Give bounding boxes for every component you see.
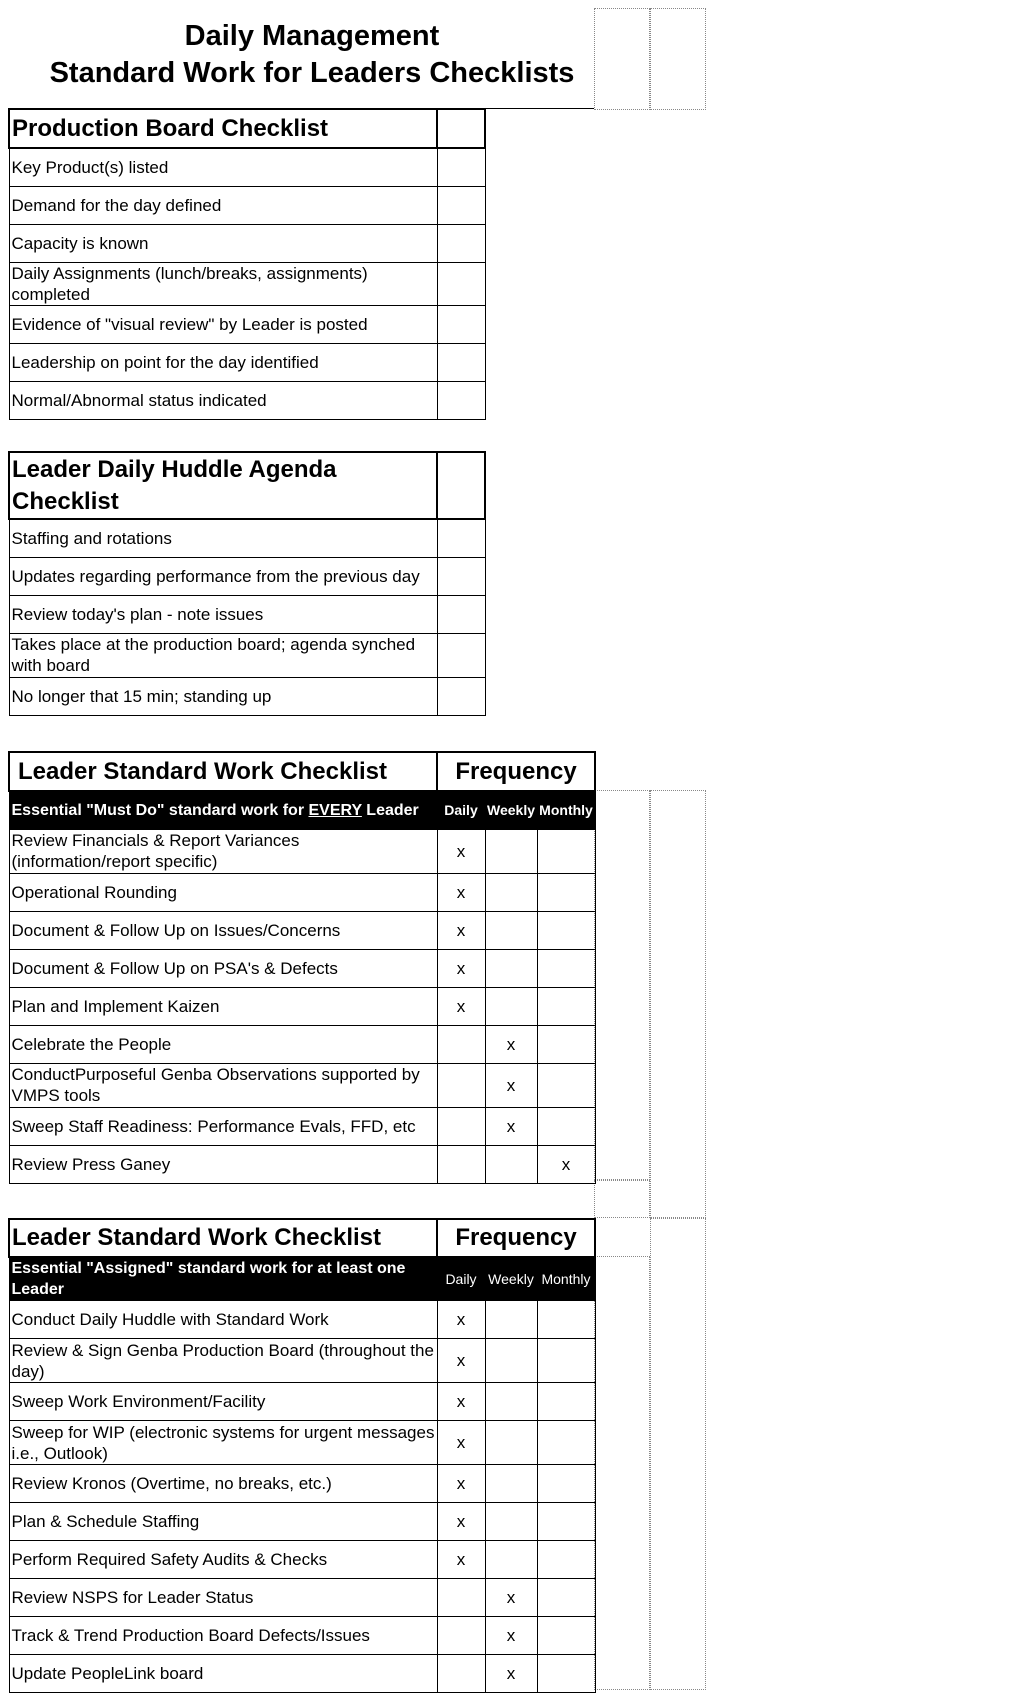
monthly-mark[interactable] [537,1465,595,1503]
grid-cell [594,790,650,1180]
table-row [9,1107,595,1145]
monthly-mark[interactable] [537,1339,595,1383]
task-cell: Document & Follow Up on PSA's & Defects [9,949,437,987]
production-board-title: Production Board Checklist [9,109,437,148]
col-weekly: Weekly [485,1257,537,1301]
monthly-mark[interactable] [537,1421,595,1465]
checklist-item: Daily Assignments (lunch/breaks, assignments) completed [9,262,437,305]
title-line-1: Daily Management [184,20,440,52]
weekly-mark[interactable]: x [485,1107,537,1145]
checklist-item: Updates regarding performance from the previous day [9,557,437,595]
assigned-subheader: Essential "Assigned" standard work for at least one Leader [9,1257,437,1301]
monthly-mark[interactable] [537,1655,595,1693]
table-row [9,1145,595,1183]
monthly-mark[interactable]: x [537,1145,595,1183]
table-row [9,1339,595,1383]
grid-cell [594,8,650,110]
monthly-mark[interactable] [537,1541,595,1579]
huddle-title-line-1: Leader Daily Huddle Agenda [12,455,337,483]
monthly-mark[interactable] [537,829,595,873]
checklist-item: Takes place at the production board; agenda synched with board [9,633,437,677]
monthly-mark[interactable] [537,949,595,987]
daily-mark[interactable] [437,1063,485,1107]
daily-mark[interactable] [437,1655,485,1693]
weekly-mark[interactable]: x [485,1025,537,1063]
huddle-agenda-checklist [8,451,486,716]
table-row [9,1383,595,1421]
table-row [9,1465,595,1503]
check-cell[interactable] [437,262,485,305]
check-cell[interactable] [437,595,485,633]
task-cell: Perform Required Safety Audits & Checks [9,1541,437,1579]
col-weekly: Weekly [485,791,537,829]
checklist-item: No longer that 15 min; standing up [9,677,437,715]
daily-mark[interactable]: x [437,1301,485,1339]
task-cell: Sweep for WIP (electronic systems for urgent messages i.e., Outlook) [9,1421,437,1465]
table-row [9,1063,595,1107]
task-cell: Review Kronos (Overtime, no breaks, etc.) [9,1465,437,1503]
checklist-item: Key Product(s) listed [9,148,437,186]
monthly-mark[interactable] [537,1025,595,1063]
check-cell[interactable] [437,452,485,519]
table-row [9,949,595,987]
check-cell[interactable] [437,343,485,381]
daily-mark[interactable]: x [437,873,485,911]
weekly-mark[interactable]: x [485,1063,537,1107]
must-do-title: Leader Standard Work Checklist [9,752,437,791]
subheader-prefix: Essential "Must Do" standard work for [11,801,309,819]
grid-cell [650,790,706,1218]
monthly-mark[interactable] [537,1617,595,1655]
table-row [9,873,595,911]
daily-mark[interactable]: x [437,829,485,873]
check-cell[interactable] [437,557,485,595]
subheader-suffix: Leader [361,801,419,819]
table-row [9,1025,595,1063]
checklist-item: Evidence of "visual review" by Leader is posted [9,305,437,343]
col-monthly: Monthly [537,1257,595,1301]
frequency-header: Frequency [437,1219,595,1257]
table-row [9,1421,595,1465]
title-line-2: Standard Work for Leaders Checklists [49,57,575,89]
table-row [9,1579,595,1617]
must-do-checklist [8,751,596,1184]
weekly-mark[interactable]: x [485,1617,537,1655]
huddle-title-line-2: Checklist [12,487,119,515]
daily-mark[interactable]: x [437,1421,485,1465]
task-cell: Plan & Schedule Staffing [9,1503,437,1541]
weekly-mark[interactable] [485,1383,537,1421]
table-row [9,1541,595,1579]
grid-cell [594,1180,650,1218]
check-cell[interactable] [437,186,485,224]
huddle-title [9,452,437,519]
task-cell: Track & Trend Production Board Defects/Issues [9,1617,437,1655]
table-row [9,1301,595,1339]
daily-mark[interactable]: x [437,987,485,1025]
daily-mark[interactable]: x [437,1541,485,1579]
check-cell[interactable] [437,633,485,677]
daily-mark[interactable]: x [437,1383,485,1421]
assigned-title: Leader Standard Work Checklist [9,1219,437,1257]
weekly-mark[interactable] [485,987,537,1025]
grid-cell [650,1218,706,1690]
daily-mark[interactable] [437,1107,485,1145]
task-cell: Plan and Implement Kaizen [9,987,437,1025]
table-row [9,987,595,1025]
col-daily: Daily [437,1257,485,1301]
monthly-mark[interactable] [537,911,595,949]
frequency-header: Frequency [437,752,595,791]
task-cell: Document & Follow Up on Issues/Concerns [9,911,437,949]
task-cell: Operational Rounding [9,873,437,911]
col-daily: Daily [437,791,485,829]
monthly-mark[interactable] [537,987,595,1025]
check-cell[interactable] [437,381,485,419]
weekly-mark[interactable] [485,1301,537,1339]
weekly-mark[interactable] [485,949,537,987]
table-row [9,1503,595,1541]
checklist-item: Review today's plan - note issues [9,595,437,633]
daily-mark[interactable] [437,1145,485,1183]
monthly-mark[interactable] [537,873,595,911]
monthly-mark[interactable] [537,1579,595,1617]
grid-cell [650,8,706,110]
check-cell[interactable] [437,224,485,262]
grid-cell [594,1256,650,1690]
weekly-mark[interactable] [485,1503,537,1541]
checklist-item: Staffing and rotations [9,519,437,557]
weekly-mark[interactable] [485,1421,537,1465]
daily-mark[interactable] [437,1617,485,1655]
must-do-subheader [9,791,437,829]
weekly-mark[interactable]: x [485,1655,537,1693]
check-cell[interactable] [437,109,485,148]
task-cell: Review & Sign Genba Production Board (throughout the day) [9,1339,437,1383]
check-cell[interactable] [437,677,485,715]
check-cell[interactable] [437,519,485,557]
weekly-mark[interactable] [485,1541,537,1579]
weekly-mark[interactable] [485,1465,537,1503]
task-cell: Sweep Work Environment/Facility [9,1383,437,1421]
assigned-checklist [8,1218,596,1693]
weekly-mark[interactable] [485,829,537,873]
weekly-mark[interactable] [485,873,537,911]
subheader-emphasis: EVERY [308,801,362,819]
col-monthly: Monthly [537,791,595,829]
task-cell: Conduct Daily Huddle with Standard Work [9,1301,437,1339]
daily-mark[interactable]: x [437,949,485,987]
monthly-mark[interactable] [537,1063,595,1107]
table-row [9,1617,595,1655]
daily-mark[interactable]: x [437,1503,485,1541]
monthly-mark[interactable] [537,1107,595,1145]
checklist-item: Demand for the day defined [9,186,437,224]
checklist-item: Leadership on point for the day identified [9,343,437,381]
weekly-mark[interactable]: x [485,1579,537,1617]
task-cell: Review Financials & Report Variances (information/report specific) [9,829,437,873]
task-cell: Update PeopleLink board [9,1655,437,1693]
table-row [9,911,595,949]
daily-mark[interactable]: x [437,1339,485,1383]
task-cell: Sweep Staff Readiness: Performance Evals, FFD, etc [9,1107,437,1145]
weekly-mark[interactable] [485,1339,537,1383]
page-title [0,18,624,92]
check-cell[interactable] [437,148,485,186]
monthly-mark[interactable] [537,1503,595,1541]
weekly-mark[interactable] [485,1145,537,1183]
task-cell: Review NSPS for Leader Status [9,1579,437,1617]
task-cell: Celebrate the People [9,1025,437,1063]
check-cell[interactable] [437,305,485,343]
monthly-mark[interactable] [537,1383,595,1421]
table-row [9,1655,595,1693]
checklist-item: Normal/Abnormal status indicated [9,381,437,419]
daily-mark[interactable] [437,1025,485,1063]
task-cell: Review Press Ganey [9,1145,437,1183]
checklist-item: Capacity is known [9,224,437,262]
weekly-mark[interactable] [485,911,537,949]
table-row [9,829,595,873]
daily-mark[interactable]: x [437,911,485,949]
daily-mark[interactable]: x [437,1465,485,1503]
production-board-checklist [8,108,486,420]
task-cell: ConductPurposeful Genba Observations supported by VMPS tools [9,1063,437,1107]
daily-mark[interactable] [437,1579,485,1617]
monthly-mark[interactable] [537,1301,595,1339]
